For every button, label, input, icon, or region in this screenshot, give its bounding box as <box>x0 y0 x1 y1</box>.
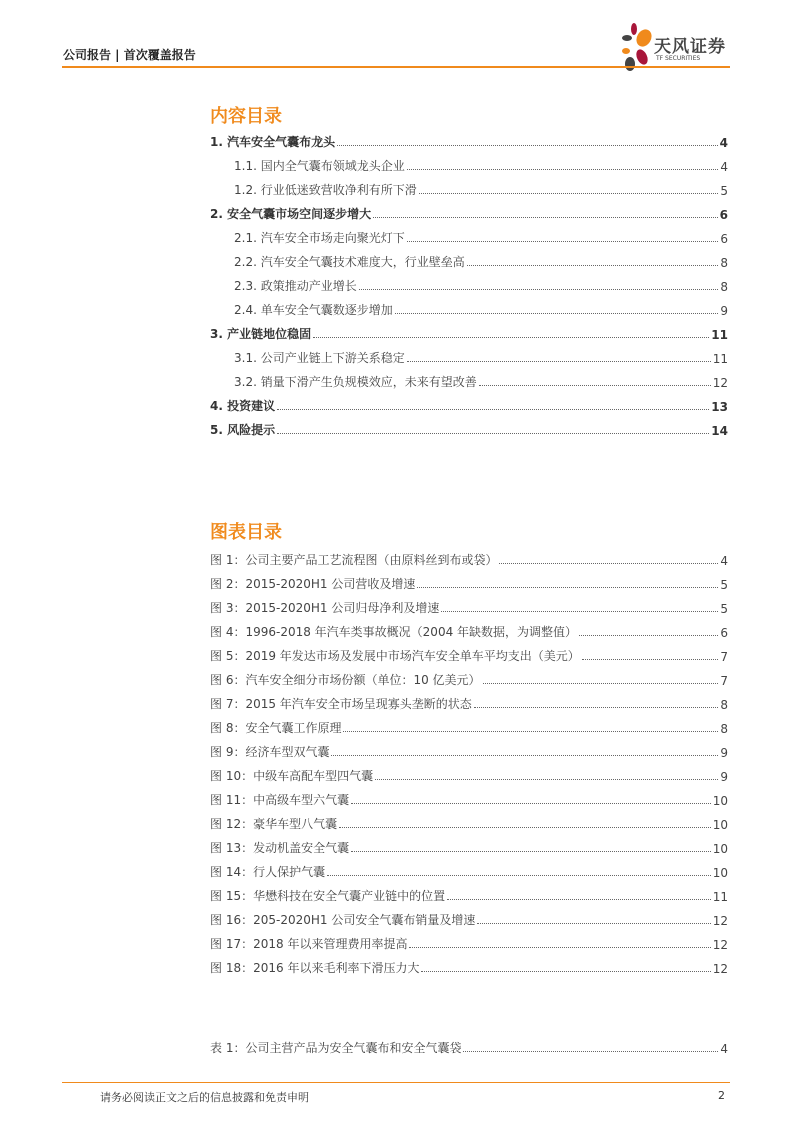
figures-title: 图表目录 <box>210 522 282 543</box>
toc-entry-page: 13 <box>711 400 728 414</box>
petal-logo-icon <box>622 22 656 72</box>
toc-entry-label: 图 9：经济车型双气囊 <box>210 745 330 759</box>
toc-entry[interactable] <box>210 664 728 688</box>
dot-leader <box>277 409 709 410</box>
dot-leader <box>582 659 719 660</box>
dot-leader <box>409 947 710 948</box>
dot-leader <box>351 803 711 804</box>
toc-entry-page: 10 <box>712 818 728 832</box>
toc-entry[interactable] <box>210 126 728 150</box>
tf-securities-logo <box>622 22 732 72</box>
figures-list <box>210 544 728 976</box>
toc-entry[interactable] <box>210 880 728 904</box>
toc-entry[interactable] <box>210 904 728 928</box>
toc-entry-page: 10 <box>712 842 728 856</box>
toc-entry[interactable] <box>210 366 728 390</box>
toc-entry[interactable] <box>210 414 728 438</box>
page-number: 2 <box>718 1089 725 1102</box>
toc-entry[interactable] <box>210 318 728 342</box>
footer-divider <box>62 1082 730 1083</box>
toc-entry-page: 9 <box>720 770 728 784</box>
dot-leader <box>441 611 718 612</box>
toc-entry-label: 图 5：2019 年发达市场及发展中市场汽车安全单车平均支出（美元） <box>210 649 580 663</box>
header-divider <box>62 66 730 68</box>
toc-entry-page: 8 <box>720 280 728 294</box>
toc-entry-label: 图 18：2016 年以来毛利率下滑压力大 <box>210 961 420 975</box>
dot-leader <box>463 1051 718 1052</box>
toc-entry-page: 5 <box>720 578 728 592</box>
toc-entry[interactable] <box>210 544 728 568</box>
toc-entry-label: 2.2. 汽车安全气囊技术难度大，行业壁垒高 <box>234 255 465 269</box>
toc-entry-label: 图 1：公司主要产品工艺流程图（由原料丝到布或袋） <box>210 553 498 567</box>
footer-disclaimer: 请务必阅读正文之后的信息披露和免责申明 <box>100 1091 309 1104</box>
toc-entry[interactable] <box>210 270 728 294</box>
toc-entry[interactable] <box>210 294 728 318</box>
dot-leader <box>373 217 718 218</box>
dot-leader <box>331 755 718 756</box>
dot-leader <box>343 731 718 732</box>
toc-entry-page: 8 <box>720 698 728 712</box>
toc-entry-page: 12 <box>712 914 728 928</box>
toc-entry[interactable] <box>210 616 728 640</box>
toc-entry-label: 图 17：2018 年以来管理费用率提高 <box>210 937 408 951</box>
contents-title: 内容目录 <box>210 106 282 127</box>
toc-entry-page: 6 <box>720 626 728 640</box>
toc-entry-label: 3. 产业链地位稳固 <box>210 327 312 341</box>
toc-entry-page: 10 <box>712 866 728 880</box>
toc-entry-label: 图 4：1996-2018 年汽车类事故概况（2004 年缺数据，为调整值） <box>210 625 578 639</box>
report-type-header: 公司报告 | 首次覆盖报告 <box>63 48 196 62</box>
toc-entry-label: 图 11：中高级车型六气囊 <box>210 793 350 807</box>
logo-text-cn: 天风证券 <box>654 37 726 57</box>
toc-entry-page: 4 <box>720 1042 728 1056</box>
tables-list <box>210 1032 728 1056</box>
toc-entry-label: 1. 汽车安全气囊布龙头 <box>210 135 336 149</box>
toc-entry[interactable] <box>210 712 728 736</box>
dot-leader <box>407 241 719 242</box>
toc-entry-page: 7 <box>720 650 728 664</box>
toc-entry-label: 图 3：2015-2020H1 公司归母净利及增速 <box>210 601 440 615</box>
toc-entry[interactable] <box>210 688 728 712</box>
toc-entry[interactable] <box>210 736 728 760</box>
toc-entry-page: 7 <box>720 674 728 688</box>
toc-entry-page: 11 <box>712 352 728 366</box>
toc-entry[interactable] <box>210 808 728 832</box>
dot-leader <box>337 145 718 146</box>
toc-entry-label: 图 13：发动机盖安全气囊 <box>210 841 350 855</box>
toc-entry-page: 4 <box>719 136 728 150</box>
dot-leader <box>407 169 719 170</box>
toc-entry-page: 8 <box>720 256 728 270</box>
toc-entry-page: 4 <box>720 160 728 174</box>
toc-entry-page: 12 <box>712 938 728 952</box>
dot-leader <box>419 193 719 194</box>
dot-leader <box>339 827 711 828</box>
toc-entry-page: 9 <box>720 746 728 760</box>
toc-entry-label: 图 7：2015 年汽车安全市场呈现寡头垄断的状态 <box>210 697 472 711</box>
toc-entry-label: 图 15：华懋科技在安全气囊产业链中的位置 <box>210 889 446 903</box>
toc-entry[interactable] <box>210 832 728 856</box>
dot-leader <box>375 779 718 780</box>
toc-entry[interactable] <box>210 390 728 414</box>
toc-entry-page: 14 <box>711 424 728 438</box>
toc-entry-label: 图 8：安全气囊工作原理 <box>210 721 342 735</box>
toc-entry-page: 5 <box>720 184 728 198</box>
dot-leader <box>467 265 719 266</box>
dot-leader <box>483 683 719 684</box>
toc-entry-page: 12 <box>712 376 728 390</box>
toc-entry-label: 图 2：2015-2020H1 公司营收及增速 <box>210 577 416 591</box>
toc-entry[interactable] <box>210 760 728 784</box>
toc-entry-label: 1.1. 国内全气囊布领域龙头企业 <box>234 159 405 173</box>
toc-entry-page: 5 <box>720 602 728 616</box>
dot-leader <box>479 385 711 386</box>
dot-leader <box>477 923 710 924</box>
dot-leader <box>417 587 718 588</box>
toc-entry[interactable] <box>210 1032 728 1056</box>
dot-leader <box>447 899 711 900</box>
toc-entry-label: 2.1. 汽车安全市场走向聚光灯下 <box>234 231 405 245</box>
dot-leader <box>359 289 719 290</box>
dot-leader <box>395 313 719 314</box>
dot-leader <box>351 851 711 852</box>
toc-entry-label: 3.2. 销量下滑产生负规模效应，未来有望改善 <box>234 375 477 389</box>
toc-entry-label: 图 14：行人保护气囊 <box>210 865 326 879</box>
dot-leader <box>499 563 718 564</box>
dot-leader <box>407 361 711 362</box>
toc-entry[interactable] <box>210 784 728 808</box>
toc-entry-label: 图 10：中级车高配车型四气囊 <box>210 769 374 783</box>
toc-entry-label: 2. 安全气囊市场空间逐步增大 <box>210 207 372 221</box>
dot-leader <box>421 971 710 972</box>
toc-entry[interactable] <box>210 246 728 270</box>
toc-entry[interactable] <box>210 592 728 616</box>
toc-entry-label: 2.4. 单车安全气囊数逐步增加 <box>234 303 393 317</box>
toc-entry[interactable] <box>210 856 728 880</box>
toc-entry[interactable] <box>210 952 728 976</box>
toc-entry[interactable] <box>210 222 728 246</box>
dot-leader <box>327 875 711 876</box>
toc-entry-page: 6 <box>720 232 728 246</box>
toc-entry[interactable] <box>210 342 728 366</box>
toc-entry-label: 图 6：汽车安全细分市场份额（单位：10 亿美元） <box>210 673 481 687</box>
dot-leader <box>277 433 709 434</box>
toc-entry[interactable] <box>210 568 728 592</box>
dot-leader <box>313 337 709 338</box>
toc-entry-label: 3.1. 公司产业链上下游关系稳定 <box>234 351 405 365</box>
toc-entry[interactable] <box>210 928 728 952</box>
toc-entry[interactable] <box>210 150 728 174</box>
toc-entry-page: 10 <box>712 794 728 808</box>
toc-entry[interactable] <box>210 640 728 664</box>
toc-entry-page: 6 <box>719 208 728 222</box>
dot-leader <box>474 707 719 708</box>
toc-entry-label: 4. 投资建议 <box>210 399 276 413</box>
toc-entry-label: 表 1：公司主营产品为安全气囊布和安全气囊袋 <box>210 1041 462 1055</box>
logo-text-en: TF SECURITIES <box>656 55 701 62</box>
toc-entry-page: 11 <box>712 890 728 904</box>
toc-entry[interactable] <box>210 198 728 222</box>
dot-leader <box>579 635 718 636</box>
toc-entry-label: 2.3. 政策推动产业增长 <box>234 279 357 293</box>
toc-entry-label: 1.2. 行业低迷致营收净利有所下滑 <box>234 183 417 197</box>
toc-entry-page: 8 <box>720 722 728 736</box>
toc-entry-page: 11 <box>711 328 728 342</box>
toc-entry-page: 4 <box>720 554 728 568</box>
toc-entry[interactable] <box>210 174 728 198</box>
toc-entry-label: 图 12：豪华车型八气囊 <box>210 817 338 831</box>
toc-entry-label: 图 16：205-2020H1 公司安全气囊布销量及增速 <box>210 913 476 927</box>
toc-entry-page: 12 <box>712 962 728 976</box>
contents-list <box>210 126 728 438</box>
toc-entry-page: 9 <box>720 304 728 318</box>
toc-entry-label: 5. 风险提示 <box>210 423 276 437</box>
